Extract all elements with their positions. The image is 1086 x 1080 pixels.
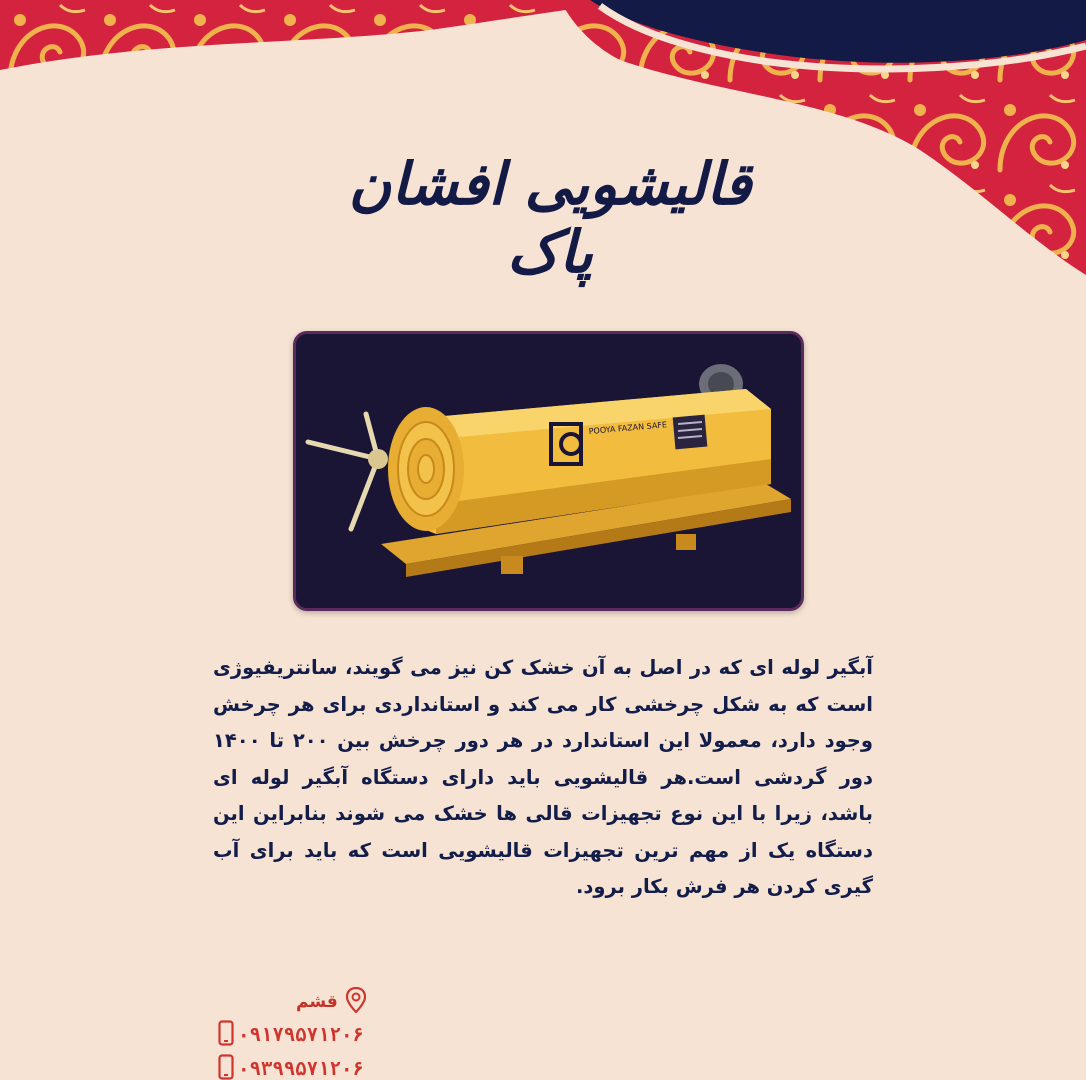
mobile-phone-icon	[218, 1020, 234, 1050]
phone-1[interactable]	[218, 1020, 364, 1050]
mobile-phone-icon	[218, 1054, 234, 1080]
product-image	[293, 331, 804, 611]
centrifuge-machine-image	[296, 334, 801, 608]
description-text: آبگیر لوله ای که در اصل به آن خشک کن نیز می گویند، سانتریفیوژی است که به شکل چرخشی کار می کند و استانداردی برای هر چرخش وجود دارد، معمولا این استاندارد در هر دور چرخش بین ۲۰۰ تا ۱۴۰۰ دور گردشی است.هر قالیشویی باید دارای دستگاه آبگیر لوله ای باشد، زیرا با این نوع تجهیزات قالی ها خشک می شوند بنابراین این دستگاه یک از مهم ترین تجهیزات قالیشویی است که باید برای آب گیری کردن هر فرش بکار برود.	[213, 656, 873, 898]
location	[296, 988, 366, 1016]
location-text: قشم	[296, 992, 338, 1012]
phone-2[interactable]	[218, 1054, 364, 1080]
brand-label: POOYA FAZAN SAFE	[588, 420, 668, 436]
phone-number[interactable]: ۰۹۳۹۹۵۷۱۲۰۶	[238, 1058, 364, 1080]
phone-number[interactable]: ۰۹۱۷۹۵۷۱۲۰۶	[238, 1024, 364, 1046]
page-title: قالیشویی افشان پاک	[348, 150, 752, 286]
location-pin-icon	[346, 987, 366, 1017]
